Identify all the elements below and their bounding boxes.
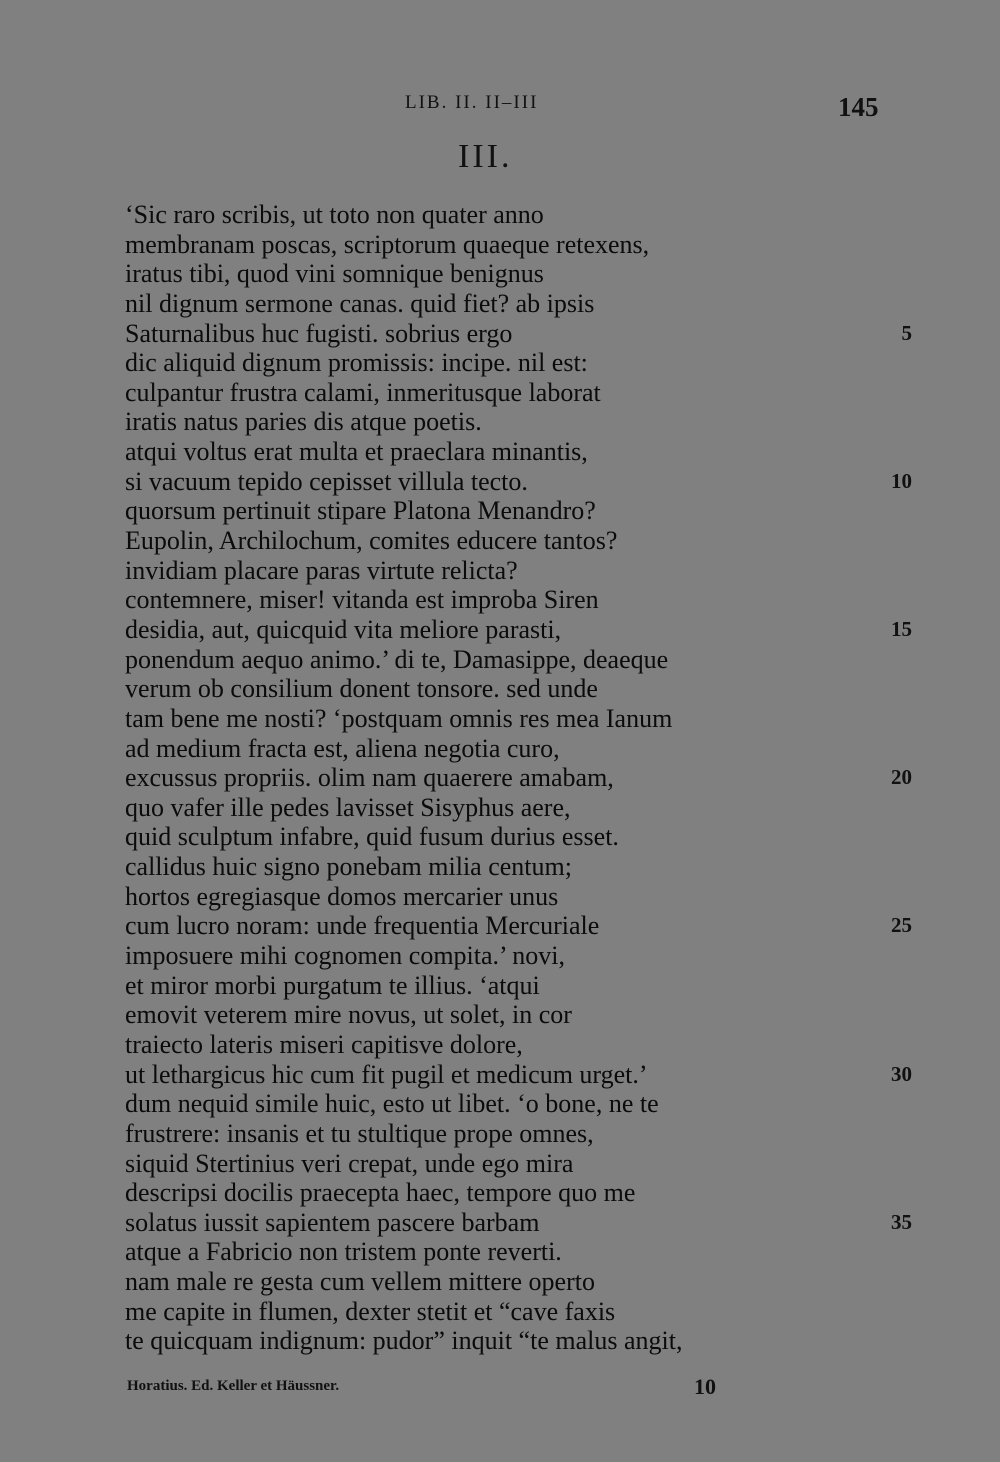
verse-line — [0, 556, 1000, 586]
verse-text: dum nequid simile huic, esto ut libet. ‘o bone, ne te — [125, 1089, 659, 1119]
verse-text: me capite in flumen, dexter stetit et “cave faxis — [125, 1296, 616, 1326]
verse-text: tam bene me nosti? ‘postquam omnis res mea Ianum — [125, 703, 673, 733]
verse-line — [0, 200, 1000, 230]
verse-line — [0, 496, 1000, 526]
verse-line — [0, 971, 1000, 1001]
verse-line — [0, 1089, 1000, 1119]
verse-line — [0, 1030, 1000, 1060]
verse-text: frustrere: insanis et tu stultique prope omnes, — [125, 1118, 594, 1148]
verse-line — [0, 1000, 1000, 1030]
verse-text: nil dignum sermone canas. quid fiet? ab ipsis — [125, 288, 595, 318]
verse-line — [0, 1297, 1000, 1327]
verse-text: atque a Fabricio non tristem ponte reverti. — [125, 1237, 562, 1267]
verse-text: emovit veterem mire novus, ut solet, in cor — [125, 1000, 572, 1030]
verse-line — [0, 289, 1000, 319]
verse-text: quid sculptum infabre, quid fusum durius esset. — [125, 822, 619, 852]
verse-text: ut lethargicus hic cum fit pugil et medicum urget.’ — [125, 1059, 648, 1089]
verse-text: quo vafer ille pedes lavisset Sisyphus aere, — [125, 792, 571, 822]
line-number: 20 — [891, 765, 912, 790]
verse-line — [0, 348, 1000, 378]
line-number: 30 — [891, 1061, 912, 1086]
footer-signature: 10 — [694, 1374, 716, 1399]
line-number: 35 — [891, 1209, 912, 1234]
verse-text: iratis natus paries dis atque poetis. — [125, 407, 482, 437]
verse-line — [0, 1237, 1000, 1267]
line-number: 25 — [891, 913, 912, 938]
verse-line — [0, 734, 1000, 764]
verse-line — [0, 645, 1000, 675]
verse-line — [0, 793, 1000, 823]
verse-text: quorsum pertinuit stipare Platona Menandro? — [125, 496, 596, 526]
verse-line — [0, 1149, 1000, 1179]
verse-text: Saturnalibus huc fugisti. sobrius ergo — [125, 318, 513, 348]
verse-text: iratus tibi, quod vini somnique benignus — [125, 259, 544, 289]
verse-text: ponendum aequo animo.’ di te, Damasippe, deaeque — [125, 644, 669, 674]
verse-line — [0, 763, 1000, 793]
verse-line — [0, 704, 1000, 734]
verse-text: Eupolin, Archilochum, comites educere tantos? — [125, 526, 618, 556]
verse-line — [0, 882, 1000, 912]
verse-text: cum lucro noram: unde frequentia Mercuriale — [125, 911, 600, 941]
page-number: 145 — [838, 92, 879, 122]
verse-text: imposuere mihi cognomen compita.’ novi, — [125, 941, 565, 971]
verse-text: traiecto lateris miseri capitisve dolore, — [125, 1029, 523, 1059]
verse-line — [0, 941, 1000, 971]
verse-line — [0, 319, 1000, 349]
verse-text: nam male re gesta cum vellem mittere operto — [125, 1267, 595, 1297]
verse-line — [0, 852, 1000, 882]
verse-line — [0, 437, 1000, 467]
verse-block — [0, 200, 1000, 1356]
running-head: LIB. II. II–III — [405, 92, 539, 113]
line-number: 5 — [901, 320, 912, 345]
verse-text: callidus huic signo ponebam milia centum; — [125, 852, 572, 882]
verse-line — [0, 1208, 1000, 1238]
poem-title: III. — [458, 138, 513, 175]
verse-text: atqui voltus erat multa et praeclara minantis, — [125, 437, 588, 467]
verse-line — [0, 526, 1000, 556]
verse-text: desidia, aut, quicquid vita meliore parasti, — [125, 614, 562, 644]
verse-text: descripsi docilis praecepta haec, tempore quo me — [125, 1178, 636, 1208]
verse-line — [0, 1060, 1000, 1090]
verse-line — [0, 674, 1000, 704]
verse-line — [0, 911, 1000, 941]
verse-text: et miror morbi purgatum te illius. ‘atqui — [125, 970, 540, 1000]
footer-imprint: Horatius. Ed. Keller et Häussner. — [127, 1378, 340, 1394]
verse-line — [0, 407, 1000, 437]
verse-text: hortos egregiasque domos mercarier unus — [125, 881, 559, 911]
line-number: 15 — [891, 616, 912, 641]
verse-line — [0, 259, 1000, 289]
verse-text: verum ob consilium donent tonsore. sed unde — [125, 674, 598, 704]
verse-line — [0, 378, 1000, 408]
verse-line — [0, 1119, 1000, 1149]
verse-line — [0, 585, 1000, 615]
verse-text: te quicquam indignum: pudor” inquit “te malus angit, — [125, 1326, 683, 1356]
verse-text: ad medium fracta est, aliena negotia curo, — [125, 733, 560, 763]
verse-text: membranam poscas, scriptorum quaeque retexens, — [125, 229, 650, 259]
verse-text: solatus iussit sapientem pascere barbam — [125, 1207, 540, 1237]
verse-text: contemnere, miser! vitanda est improba Siren — [125, 585, 599, 615]
verse-text: ‘Sic raro scribis, ut toto non quater anno — [125, 200, 544, 229]
verse-text: dic aliquid dignum promissis: incipe. nil est: — [125, 348, 588, 378]
verse-line — [0, 822, 1000, 852]
verse-line — [0, 1267, 1000, 1297]
verse-line — [0, 615, 1000, 645]
verse-text: excussus propriis. olim nam quaerere amabam, — [125, 763, 614, 793]
verse-line — [0, 1178, 1000, 1208]
verse-text: culpantur frustra calami, inmeritusque laborat — [125, 377, 601, 407]
verse-text: si vacuum tepido cepisset villula tecto. — [125, 466, 528, 496]
verse-text: siquid Stertinius veri crepat, unde ego mira — [125, 1148, 574, 1178]
verse-line — [0, 1326, 1000, 1356]
verse-text: invidiam placare paras virtute relicta? — [125, 555, 518, 585]
verse-line — [0, 467, 1000, 497]
verse-line — [0, 230, 1000, 260]
line-number: 10 — [891, 468, 912, 493]
